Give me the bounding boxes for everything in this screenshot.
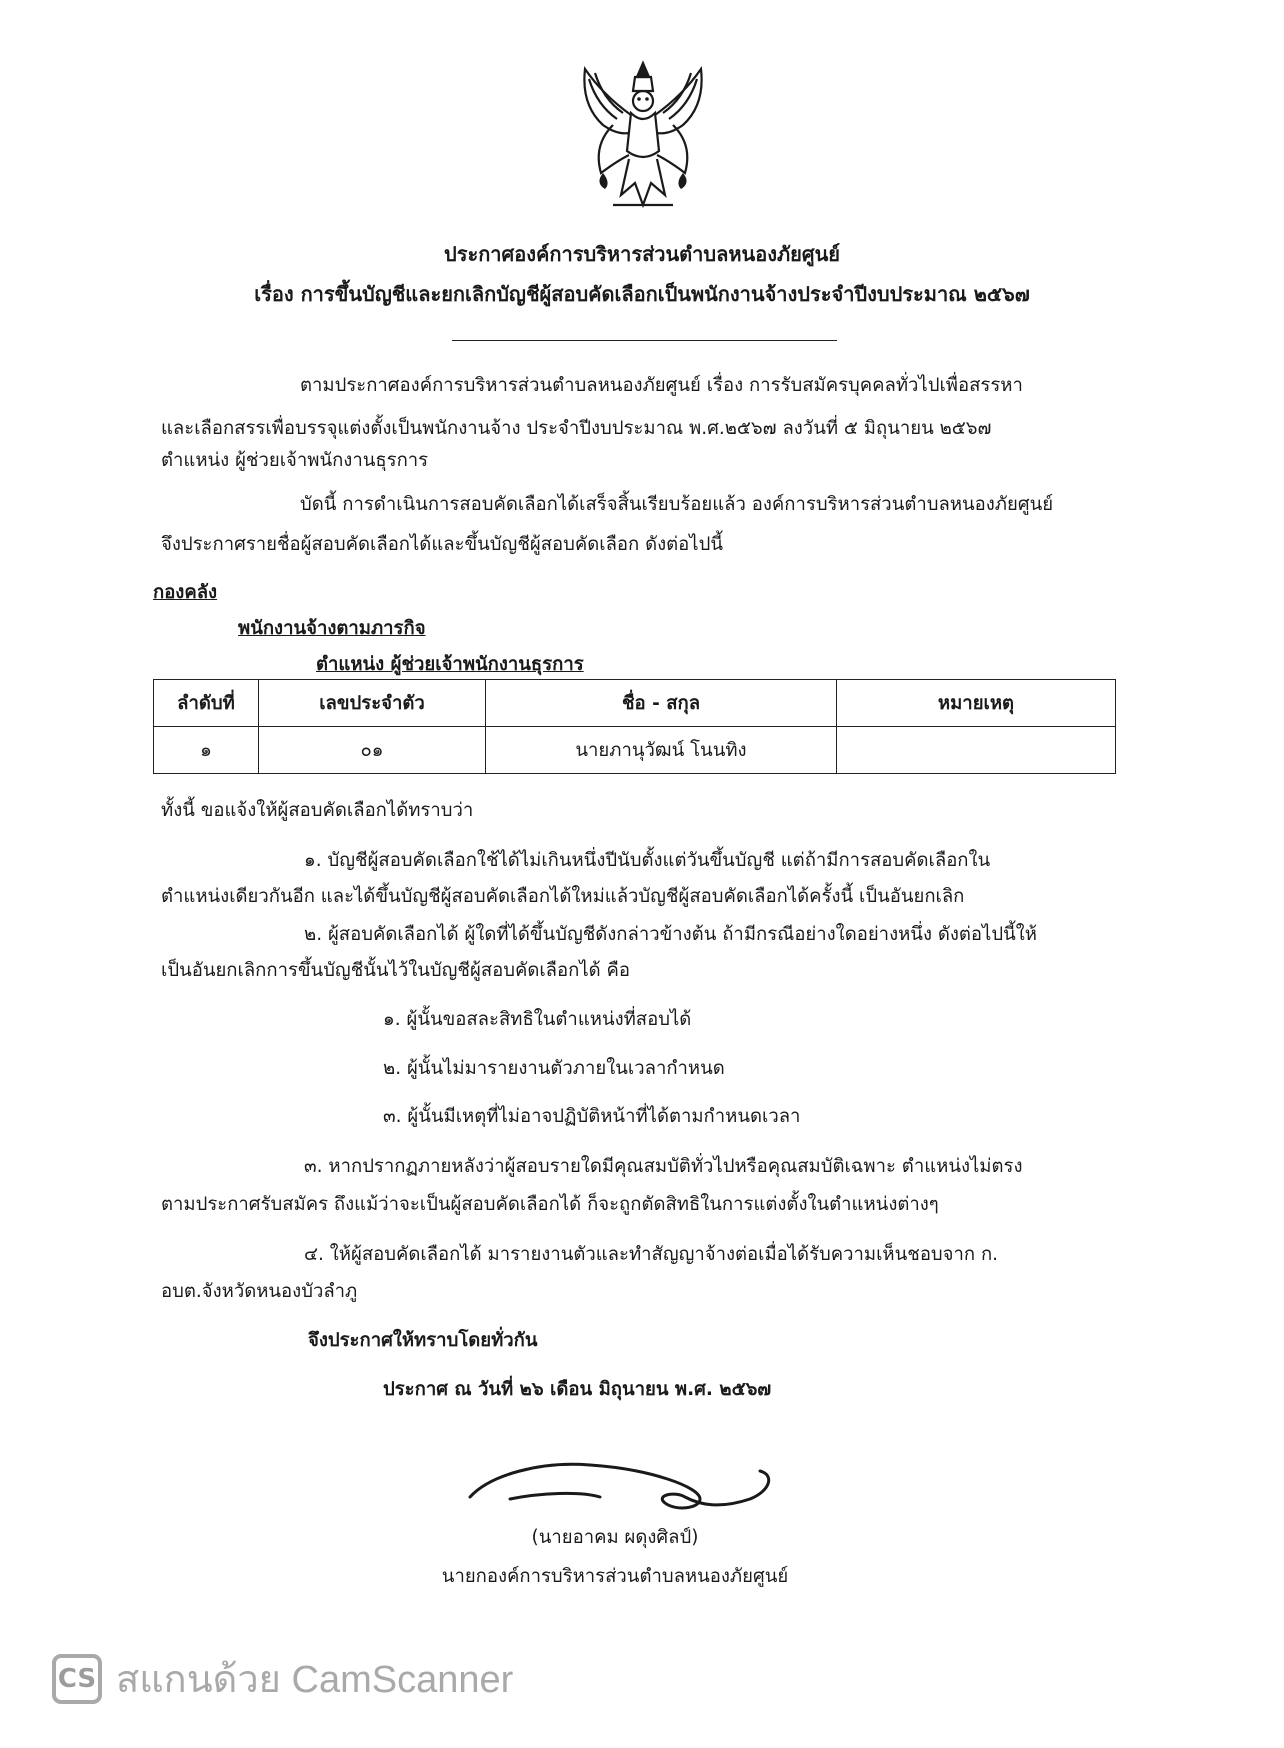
employee-type-heading: พนักงานจ้างตามภารกิจ: [238, 618, 426, 639]
signatory-name: (นายอาคม ผดุงศิลป์): [531, 1527, 699, 1548]
header-id: เลขประจำตัว: [259, 680, 486, 727]
condition2-sub3: ๓. ผู้นั้นมีเหตุที่ไม่อาจปฏิบัติหน้าที่ได้ตามกำหนดเวลา: [383, 1106, 801, 1127]
table-row: [154, 727, 1116, 774]
garuda-emblem-icon: [573, 55, 713, 215]
condition3-line1: ๓. หากปรากฏภายหลังว่าผู้สอบรายใดมีคุณสมบัติทั่วไปหรือคุณสมบัติเฉพาะ ตำแหน่งไม่ตรง: [304, 1156, 1023, 1177]
condition4-line2: อบต.จังหวัดหนองบัวลำภู: [161, 1281, 358, 1302]
conditions-intro: ทั้งนี้ ขอแจ้งให้ผู้สอบคัดเลือกได้ทราบว่า: [161, 800, 474, 821]
condition1-line2: ตำแหน่งเดียวกันอีก และได้ขึ้นบัญชีผู้สอบคัดเลือกได้ใหม่แล้วบัญชีผู้สอบคัดเลือกได้ครั้งนี้ เป็นอันยกเลิก: [161, 886, 965, 907]
condition2-sub2: ๒. ผู้นั้นไม่มารายงานตัวภายในเวลากำหนด: [383, 1058, 725, 1079]
condition1-line1: ๑. บัญชีผู้สอบคัดเลือกใช้ได้ไม่เกินหนึ่งปีนับตั้งแต่วันขึ้นบัญชี แต่ถ้ามีการสอบคัดเลือกใน: [304, 850, 991, 871]
cell-order: ๑: [154, 727, 259, 774]
header-order: ลำดับที่: [154, 680, 259, 727]
condition2-sub1: ๑. ผู้นั้นขอสละสิทธิในตำแหน่งที่สอบได้: [383, 1009, 692, 1030]
table-header-row: [154, 680, 1116, 727]
division-heading: กองคลัง: [153, 582, 218, 603]
watermark-text: สแกนด้วย CamScanner: [116, 1659, 514, 1701]
condition2-line2: เป็นอันยกเลิกการขึ้นบัญชีนั้นไว้ในบัญชีผู้สอบคัดเลือกได้ คือ: [161, 960, 631, 981]
cell-id: ๐๑: [259, 727, 486, 774]
cell-name: นายภานุวัฒน์ โนนทิง: [486, 727, 837, 774]
header-note: หมายเหตุ: [837, 680, 1116, 727]
para1-line3: ตำแหน่ง ผู้ช่วยเจ้าพนักงานธุรการ: [161, 450, 429, 471]
condition3-line2: ตามประกาศรับสมัคร ถึงแม้ว่าจะเป็นผู้สอบคัดเลือกได้ ก็จะถูกตัดสิทธิในการแต่งตั้งในตำแหน่งต่างๆ: [161, 1194, 939, 1215]
condition4-line1: ๔. ให้ผู้สอบคัดเลือกได้ มารายงานตัวและทำสัญญาจ้างต่อเมื่อได้รับความเห็นชอบจาก ก.: [304, 1244, 999, 1265]
handwritten-signature: [450, 1435, 780, 1530]
header-name: ชื่อ - สกุล: [486, 680, 837, 727]
camscanner-logo-icon: CS: [52, 1654, 102, 1704]
announcement-title: ประกาศองค์การบริหารส่วนตำบลหนองภัยศูนย์: [444, 242, 840, 266]
announcement-date: ประกาศ ณ วันที่ ๒๖ เดือน มิถุนายน พ.ศ. ๒๕๖๗: [383, 1379, 772, 1400]
title-divider: [452, 340, 837, 341]
cell-note: [837, 727, 1116, 774]
camscanner-watermark: [52, 1648, 513, 1709]
signatory-title: นายกองค์การบริหารส่วนตำบลหนองภัยศูนย์: [441, 1566, 789, 1587]
condition2-line1: ๒. ผู้สอบคัดเลือกได้ ผู้ใดที่ได้ขึ้นบัญชีดังกล่าวข้างต้น ถ้ามีกรณีอย่างใดอย่างหนึ่ง ดังต่อไปนี้ให้: [304, 924, 1037, 945]
announcement-subject: เรื่อง การขึ้นบัญชีและยกเลิกบัญชีผู้สอบคัดเลือกเป็นพนักงานจ้างประจำปีงบประมาณ ๒๕๖๗: [254, 282, 1030, 306]
para2-line2: จึงประกาศรายชื่อผู้สอบคัดเลือกได้และขึ้นบัญชีผู้สอบคัดเลือก ดังต่อไปนี้: [161, 534, 723, 555]
candidate-table: [153, 679, 1116, 774]
position-heading: ตำแหน่ง ผู้ช่วยเจ้าพนักงานธุรการ: [316, 654, 584, 675]
para1-line1: ตามประกาศองค์การบริหารส่วนตำบลหนองภัยศูนย์ เรื่อง การรับสมัครบุคคลทั่วไปเพื่อสรรหา: [300, 375, 1023, 396]
para1-line2: และเลือกสรรเพื่อบรรจุแต่งตั้งเป็นพนักงานจ้าง ประจำปีงบประมาณ พ.ศ.๒๕๖๗ ลงวันที่ ๕ มิถุนายน ๒๕๖๗: [161, 418, 992, 439]
closing-notice: จึงประกาศให้ทราบโดยทั่วกัน: [308, 1330, 538, 1351]
para2-line1: บัดนี้ การดำเนินการสอบคัดเลือกได้เสร็จสิ้นเรียบร้อยแล้ว องค์การบริหารส่วนตำบลหนองภัยศูนย์: [300, 494, 1054, 515]
